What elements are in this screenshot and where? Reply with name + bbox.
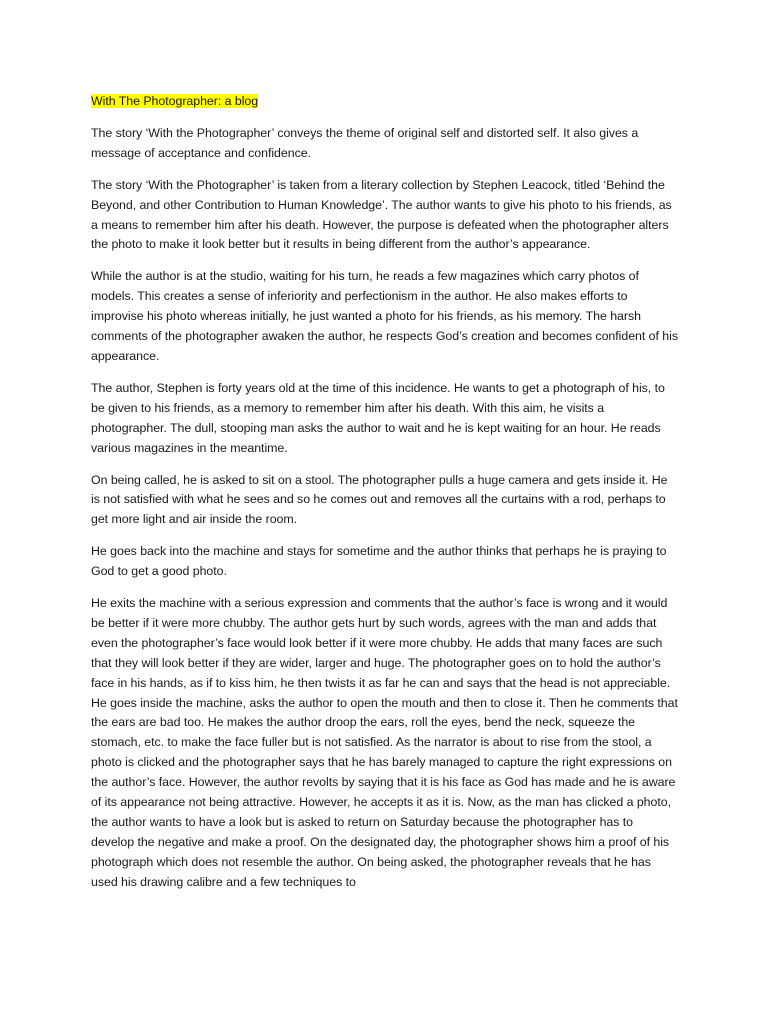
- paragraph-3: While the author is at the studio, waiting for his turn, he reads a few magazines which carry photos of models. This creates a sense of inferiority and perfectionism in the author. He also makes efforts to improvise his photo whereas initially, he just wanted a photo for his friends, as his memory. The harsh comments of the photographer awaken the author, he respects God’s creation and becomes confident of his appearance.: [91, 269, 678, 363]
- paragraph-4: The author, Stephen is forty years old at the time of this incidence. He wants to get a photograph of his, to be given to his friends, as a memory to remember him after his death. With this aim, he visits a photographer. The dull, stooping man asks the author to wait and he is kept waiting for an hour. He reads various magazines in the meantime.: [91, 380, 665, 455]
- document-title-text: With The Photographer: a blog: [91, 94, 259, 108]
- document-page: [91, 92, 679, 905]
- paragraph-2: The story ‘With the Photographer’ is taken from a literary collection by Stephen Leacock, titled ‘Behind the Beyond, and other Contribution to Human Knowledge’. The author wants to give his photo to his friends, as a means to remember him after his death. However, the purpose is defeated when the photographer alters the photo to make it look better but it results in being different from the author’s appearance.: [91, 177, 672, 252]
- paragraph-1: The story ‘With the Photographer’ conveys the theme of original self and distorted self. It also gives a message of acceptance and confidence.: [91, 125, 639, 160]
- paragraph-7: He exits the machine with a serious expression and comments that the author’s face is wrong and it would be better if it were more chubby. The author gets hurt by such words, agrees with the man and adds that even the photographer’s face would look better if it were more chubby. He adds that many faces are such that they will look better if they are wider, larger and huge. The photographer goes on to hold the author’s face in his hands, as if to kiss him, he then twists it as far he can and says that the head is not appreciable. He goes inside the machine, asks the author to open the mouth and then to close it. Then he comments that the ears are bad too. He makes the author droop the ears, roll the eyes, bend the neck, squeeze the stomach, etc. to make the face fuller but is not satisfied. As the narrator is about to rise from the stool, a photo is clicked and the photographer says that he has barely managed to capture the right expressions on the author’s face. However, the author revolts by saying that it is his face as God has made and he is aware of its appearance not being attractive. However, he accepts it as it is. Now, as the man has clicked a photo, the author wants to have a look but is asked to return on Saturday because the photographer has to develop the negative and make a proof. On the designated day, the photographer shows him a proof of his photograph which does not resemble the author. On being asked, the photographer reveals that he has used his drawing calibre and a few techniques to: [91, 596, 678, 889]
- paragraph-5: On being called, he is asked to sit on a stool. The photographer pulls a huge camera and gets inside it. He is not satisfied with what he sees and so he comes out and removes all the curtains with a rod, perhaps to get more light and air inside the room.: [91, 472, 668, 527]
- paragraph-6: He goes back into the machine and stays for sometime and the author thinks that perhaps he is praying to God to get a good photo.: [91, 544, 667, 579]
- document-title: [91, 92, 679, 112]
